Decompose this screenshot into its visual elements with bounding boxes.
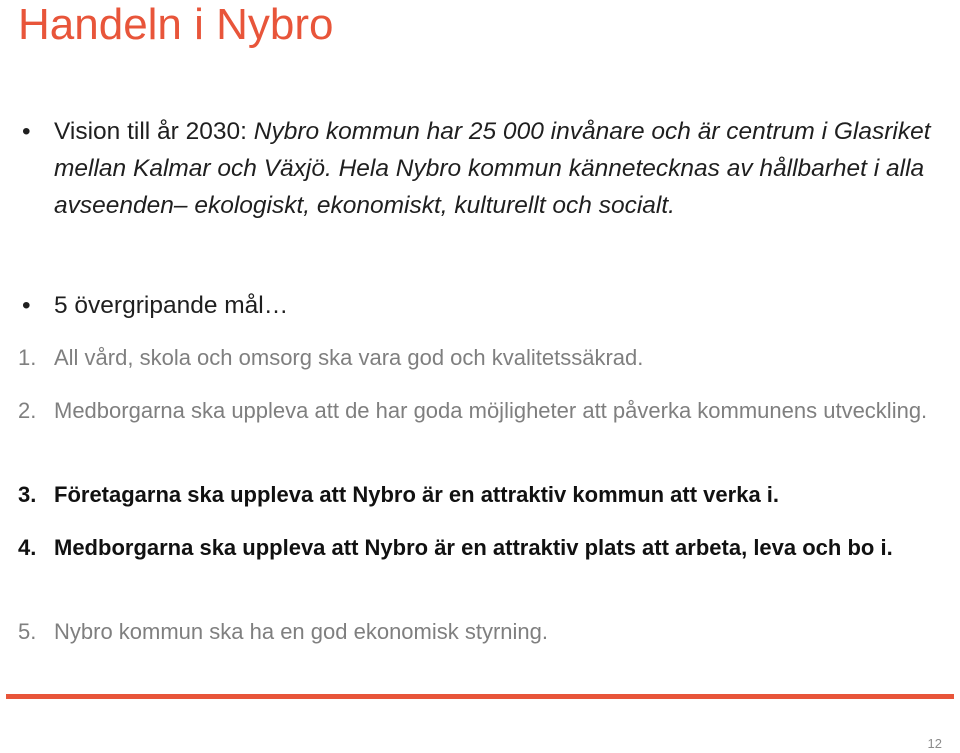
vision-text: [54, 113, 942, 224]
goal-number: 3.: [18, 482, 37, 507]
footer-divider: [6, 694, 954, 699]
goal-text: Medborgarna ska uppleva att de har goda möjligheter att påverka kommunens utveckling.: [54, 398, 928, 423]
goal-item-1: [18, 342, 948, 374]
vision-bullet: [22, 113, 942, 263]
goal-number: 4.: [18, 535, 37, 560]
goal-item-5: [18, 616, 948, 648]
goal-number: 1.: [18, 345, 37, 370]
goal-text: Nybro kommun ska ha en god ekonomisk styrning.: [54, 619, 549, 644]
bullet-icon: •: [22, 118, 31, 145]
goal-text: Medborgarna ska uppleva att Nybro är en attraktiv plats att arbeta, leva och bo i.: [54, 535, 893, 560]
page-number: 12: [927, 736, 942, 751]
goals-heading-bullet: [22, 287, 942, 324]
goal-item-4: [18, 532, 948, 596]
slide-title: Handeln i Nybro: [18, 0, 334, 49]
goal-text: All vård, skola och omsorg ska vara god och kvalitetssäkrad.: [54, 345, 644, 370]
vision-statement: Nybro kommun har 25 000 invånare och är centrum i Glasriket mellan Kalmar och Växjö. Hela Nybro kommun kännetecknas av hållbarhet i alla avseenden– ekologiskt, ekonomiskt, kulturellt och socialt.: [54, 118, 931, 219]
goal-item-2: [18, 395, 948, 459]
vision-lead: Vision till år 2030:: [54, 118, 254, 145]
goal-item-3: [18, 479, 948, 511]
goals-heading: 5 övergripande mål…: [54, 292, 289, 319]
goal-number: 5.: [18, 619, 37, 644]
goal-text: Företagarna ska uppleva att Nybro är en attraktiv kommun att verka i.: [54, 482, 780, 507]
bullet-icon: •: [22, 292, 31, 319]
goal-number: 2.: [18, 398, 37, 423]
